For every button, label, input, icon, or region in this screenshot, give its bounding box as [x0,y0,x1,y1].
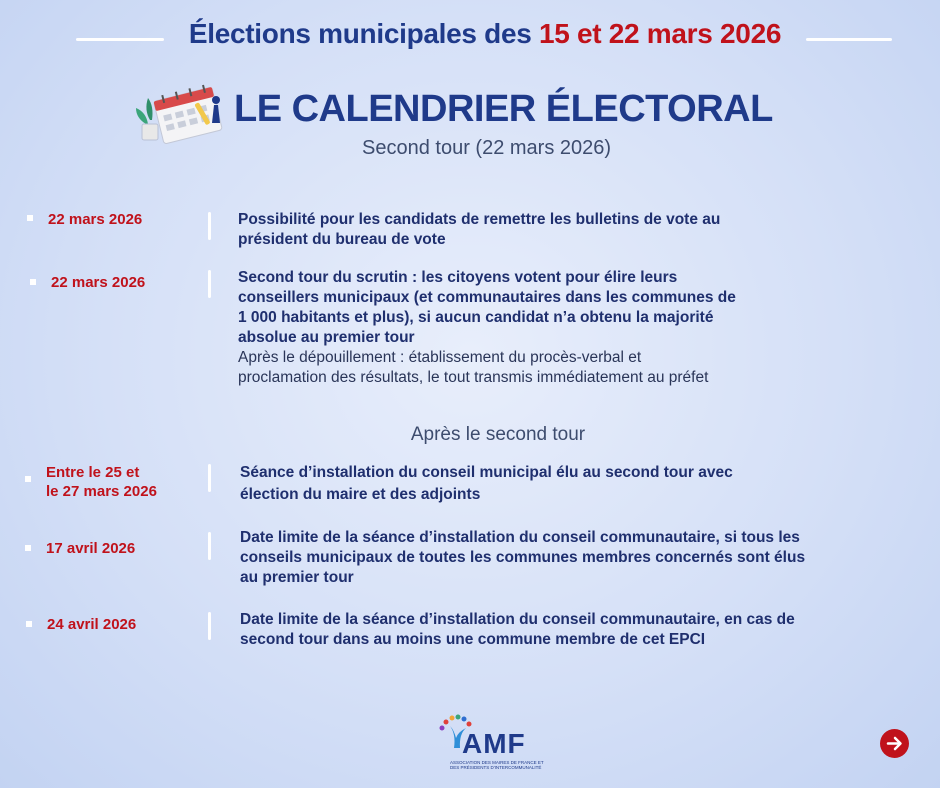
event-date [46,463,157,501]
event-date: 22 mars 2026 [51,274,146,291]
event-line: 1 000 habitants et plus), si aucun candidat n’a obtenu la majorité [238,309,714,326]
header-title-main: Élections municipales des [188,18,532,49]
bullet [25,476,31,482]
event-line: conseillers municipaux (et communautaires dans les communes de [238,289,736,306]
header-right-rule [806,38,892,41]
arrow-right-circle-icon [880,729,909,758]
next-button[interactable] [880,729,909,758]
event-date-line: le 27 mars 2026 [46,483,157,500]
calendar-icon [136,80,228,150]
divider [208,464,211,492]
event-description [238,210,720,250]
event-description [240,610,795,650]
header-left-rule [76,38,164,41]
divider [208,212,211,240]
header-title-dates: 15 et 22 mars 2026 [538,18,782,49]
section-heading: Après le second tour [410,424,586,445]
logo-text: AMF [462,728,526,759]
event-date-line: Entre le 25 et [46,464,140,481]
event-line: élection du maire et des adjoints [240,486,481,503]
event-line: Séance d’installation du conseil municipal élu au second tour avec [240,464,733,481]
event-date: 17 avril 2026 [46,540,136,557]
event-line: conseils municipaux de toutes les communes membres concernés sont élus [240,549,806,566]
event-line: Date limite de la séance d’installation du conseil communautaire, si tous les [240,529,800,546]
event-note-line: proclamation des résultats, le tout transmis immédiatement au préfet [238,369,709,386]
event-line: au premier tour [240,569,354,586]
event-line: président du bureau de vote [238,231,446,248]
event-description [240,462,733,506]
divider [208,612,211,640]
event-note-line: Après le dépouillement : établissement du procès-verbal et [238,349,642,366]
header [0,18,940,58]
bullet [30,279,36,285]
divider [208,270,211,298]
event-line: Possibilité pour les candidats de remettre les bulletins de vote au [238,211,721,228]
bullet [27,215,33,221]
divider [208,532,211,560]
page-title: LE CALENDRIER ÉLECTORAL [234,88,773,130]
event-line: Date limite de la séance d’installation du conseil communautaire, en cas de [240,611,795,628]
bullet [25,545,31,551]
header-title [172,18,798,50]
logo-caption: ASSOCIATION DES MAIRES DE FRANCE ET DES PRÉSIDENTS D'INTERCOMMUNALITÉ [450,760,544,770]
page-subtitle: Second tour (22 mars 2026) [362,137,612,159]
event-description [240,528,805,588]
event-line: absolue au premier tour [238,329,415,346]
event-date: 22 mars 2026 [48,211,143,228]
bullet [26,621,32,627]
event-line: second tour dans au moins une commune membre de cet EPCI [240,631,706,648]
event-line: Second tour du scrutin : les citoyens votent pour élire leurs [238,269,678,286]
event-date: 24 avril 2026 [47,616,137,633]
event-description [238,268,736,388]
